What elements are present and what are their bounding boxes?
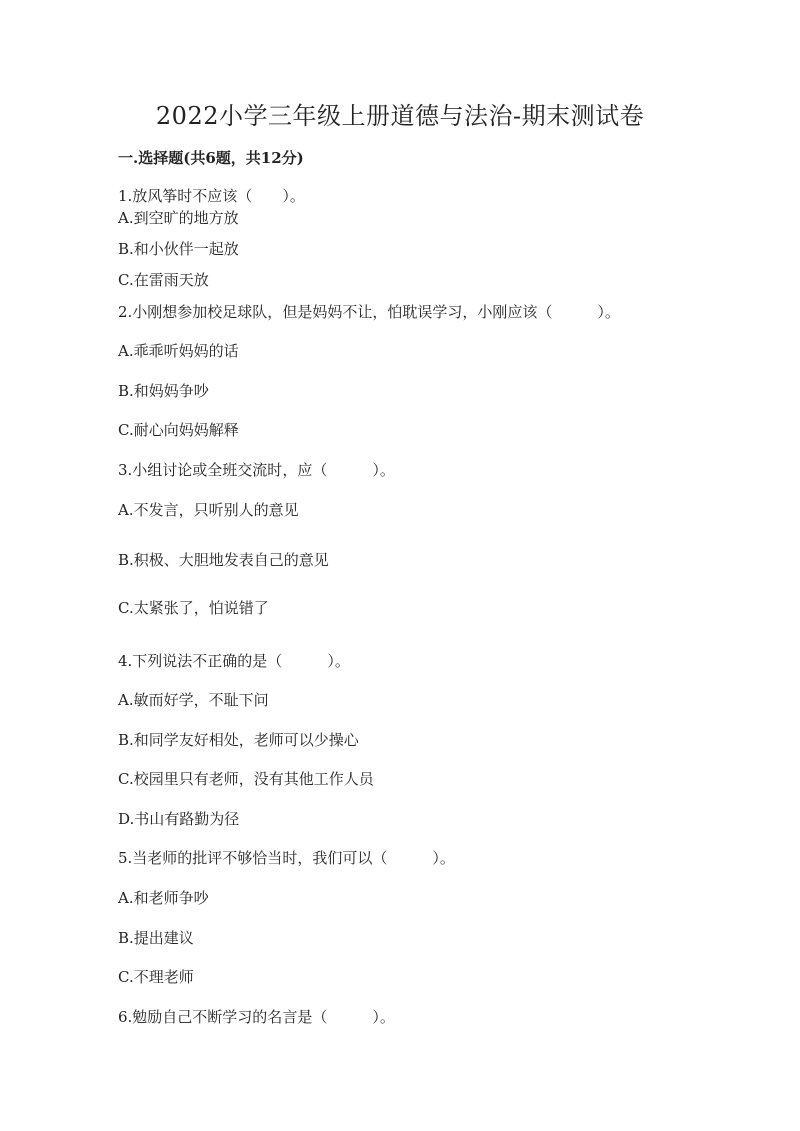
question-2-option-a: A.乖乖听妈妈的话 bbox=[118, 342, 239, 360]
question-3-option-a: A.不发言，只听别人的意见 bbox=[118, 501, 299, 519]
page-title: 2022小学三年级上册道德与法治-期末测试卷 bbox=[155, 102, 645, 130]
question-3-stem: 3.小组讨论或全班交流时，应（ ）。 bbox=[118, 461, 395, 479]
question-1-option-c: C.在雷雨天放 bbox=[118, 271, 209, 289]
question-4-option-b: B.和同学友好相处，老师可以少操心 bbox=[118, 731, 359, 749]
question-4-option-c: C.校园里只有老师，没有其他工作人员 bbox=[118, 770, 374, 788]
question-1-option-a: A.到空旷的地方放 bbox=[118, 209, 239, 227]
question-1-option-b: B.和小伙伴一起放 bbox=[118, 240, 239, 258]
question-2-option-c: C.耐心向妈妈解释 bbox=[118, 421, 239, 439]
question-5-option-a: A.和老师争吵 bbox=[118, 889, 209, 907]
section-heading: 一.选择题(共6题，共12分) bbox=[118, 149, 304, 167]
question-4-option-a: A.敏而好学，不耻下问 bbox=[118, 691, 269, 709]
question-1-stem: 1.放风筝时不应该（ ）。 bbox=[118, 187, 305, 205]
question-3-option-b: B.积极、大胆地发表自己的意见 bbox=[118, 551, 329, 569]
question-4-option-d: D.书山有路勤为径 bbox=[118, 810, 240, 828]
question-3-option-c: C.太紧张了，怕说错了 bbox=[118, 599, 269, 617]
question-5-stem: 5.当老师的批评不够恰当时，我们可以（ ）。 bbox=[118, 849, 455, 867]
question-5-option-b: B.提出建议 bbox=[118, 929, 194, 947]
question-6-stem: 6.勉励自己不断学习的名言是（ ）。 bbox=[118, 1008, 395, 1026]
question-2-option-b: B.和妈妈争吵 bbox=[118, 382, 209, 400]
question-2-stem: 2.小刚想参加校足球队，但是妈妈不让，怕耽误学习，小刚应该（ ）。 bbox=[118, 303, 620, 321]
question-4-stem: 4.下列说法不正确的是（ ）。 bbox=[118, 652, 350, 670]
question-5-option-c: C.不理老师 bbox=[118, 968, 194, 986]
